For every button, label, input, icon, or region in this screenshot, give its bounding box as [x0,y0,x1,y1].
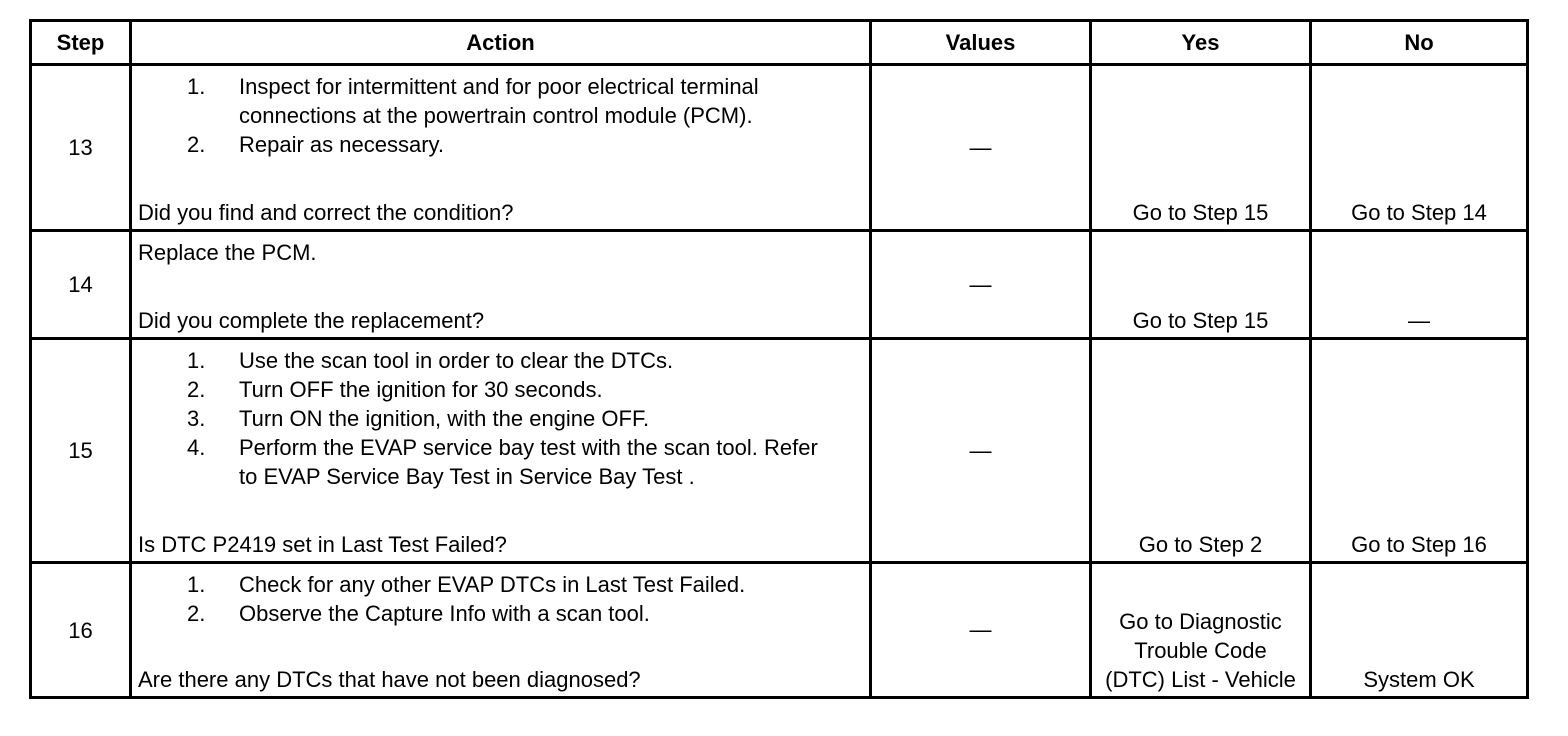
action-list [187,72,807,159]
list-item [187,433,827,491]
no-link: — [1408,308,1430,333]
item-number: 4. [187,435,206,460]
yes-cell [1092,340,1312,561]
list-item [187,375,827,404]
item-text: Check for any other EVAP DTCs in Last Test Failed. [239,572,746,597]
no-link: System OK [1363,667,1475,692]
action-cell [132,232,872,337]
step-number: 14 [32,232,132,337]
list-item [187,599,827,628]
list-item [187,130,807,159]
list-item [187,346,827,375]
item-text: Use the scan tool in order to clear the DTCs. [239,348,674,373]
step-number: 15 [32,340,132,561]
values-cell: — [872,232,1092,337]
yes-link: Go to Step 15 [1132,308,1269,333]
table-row [32,564,1526,696]
action-cell [132,564,872,696]
item-text: Turn ON the ignition, with the engine OFF. [239,406,650,431]
item-number: 3. [187,406,206,431]
question-text: Did you find and correct the condition? [138,200,514,225]
no-cell [1312,340,1526,561]
yes-cell [1092,66,1312,229]
action-list [187,346,827,491]
no-cell [1312,232,1526,337]
header-row [32,22,1526,66]
list-item [187,72,807,130]
yes-cell [1092,232,1312,337]
header-no: No [1404,29,1434,55]
item-text: Perform the EVAP service bay test with the scan tool. Refer to EVAP Service Bay Test in Service Bay Test . [239,435,818,489]
values-cell: — [872,66,1092,229]
question-text: Did you complete the replacement? [138,308,485,333]
header-yes: Yes [1092,22,1312,63]
values-cell: — [872,564,1092,696]
item-number: 1. [187,74,206,99]
table-row [32,340,1526,564]
diagnostic-table [29,19,1529,699]
item-text: Turn OFF the ignition for 30 seconds. [239,377,603,402]
no-cell [1312,564,1526,696]
action-cell [132,66,872,229]
item-text: Repair as necessary. [239,132,445,157]
header-step: Step [32,22,132,63]
values-cell: — [872,340,1092,561]
question-text: Are there any DTCs that have not been diagnosed? [138,667,641,692]
header-values: Values [872,22,1092,63]
no-cell [1312,66,1526,229]
step-number: 16 [32,564,132,696]
item-number: 2. [187,377,206,402]
list-item [187,404,827,433]
question-text: Is DTC P2419 set in Last Test Failed? [138,532,507,557]
yes-link: Go to Step 15 [1132,200,1269,225]
item-number: 2. [187,132,206,157]
yes-link: Go to Step 2 [1138,532,1263,557]
item-text: Inspect for intermittent and for poor electrical terminal connections at the powertrain control module (PCM). [239,74,759,128]
yes-link: Go to Diagnostic Trouble Code (DTC) List - Vehicle [1105,609,1296,692]
item-number: 1. [187,348,206,373]
yes-cell [1092,564,1312,696]
item-number: 2. [187,601,206,626]
header-action: Action [132,22,872,63]
table-row [32,66,1526,232]
instruction-text: Replace the PCM. [138,240,317,265]
item-number: 1. [187,572,206,597]
action-list [187,570,827,628]
action-cell [132,340,872,561]
step-number: 13 [32,66,132,229]
list-item [187,570,827,599]
no-link: Go to Step 14 [1351,200,1487,225]
item-text: Observe the Capture Info with a scan tool. [239,601,650,626]
no-link: Go to Step 16 [1351,532,1487,557]
table-row [32,232,1526,340]
